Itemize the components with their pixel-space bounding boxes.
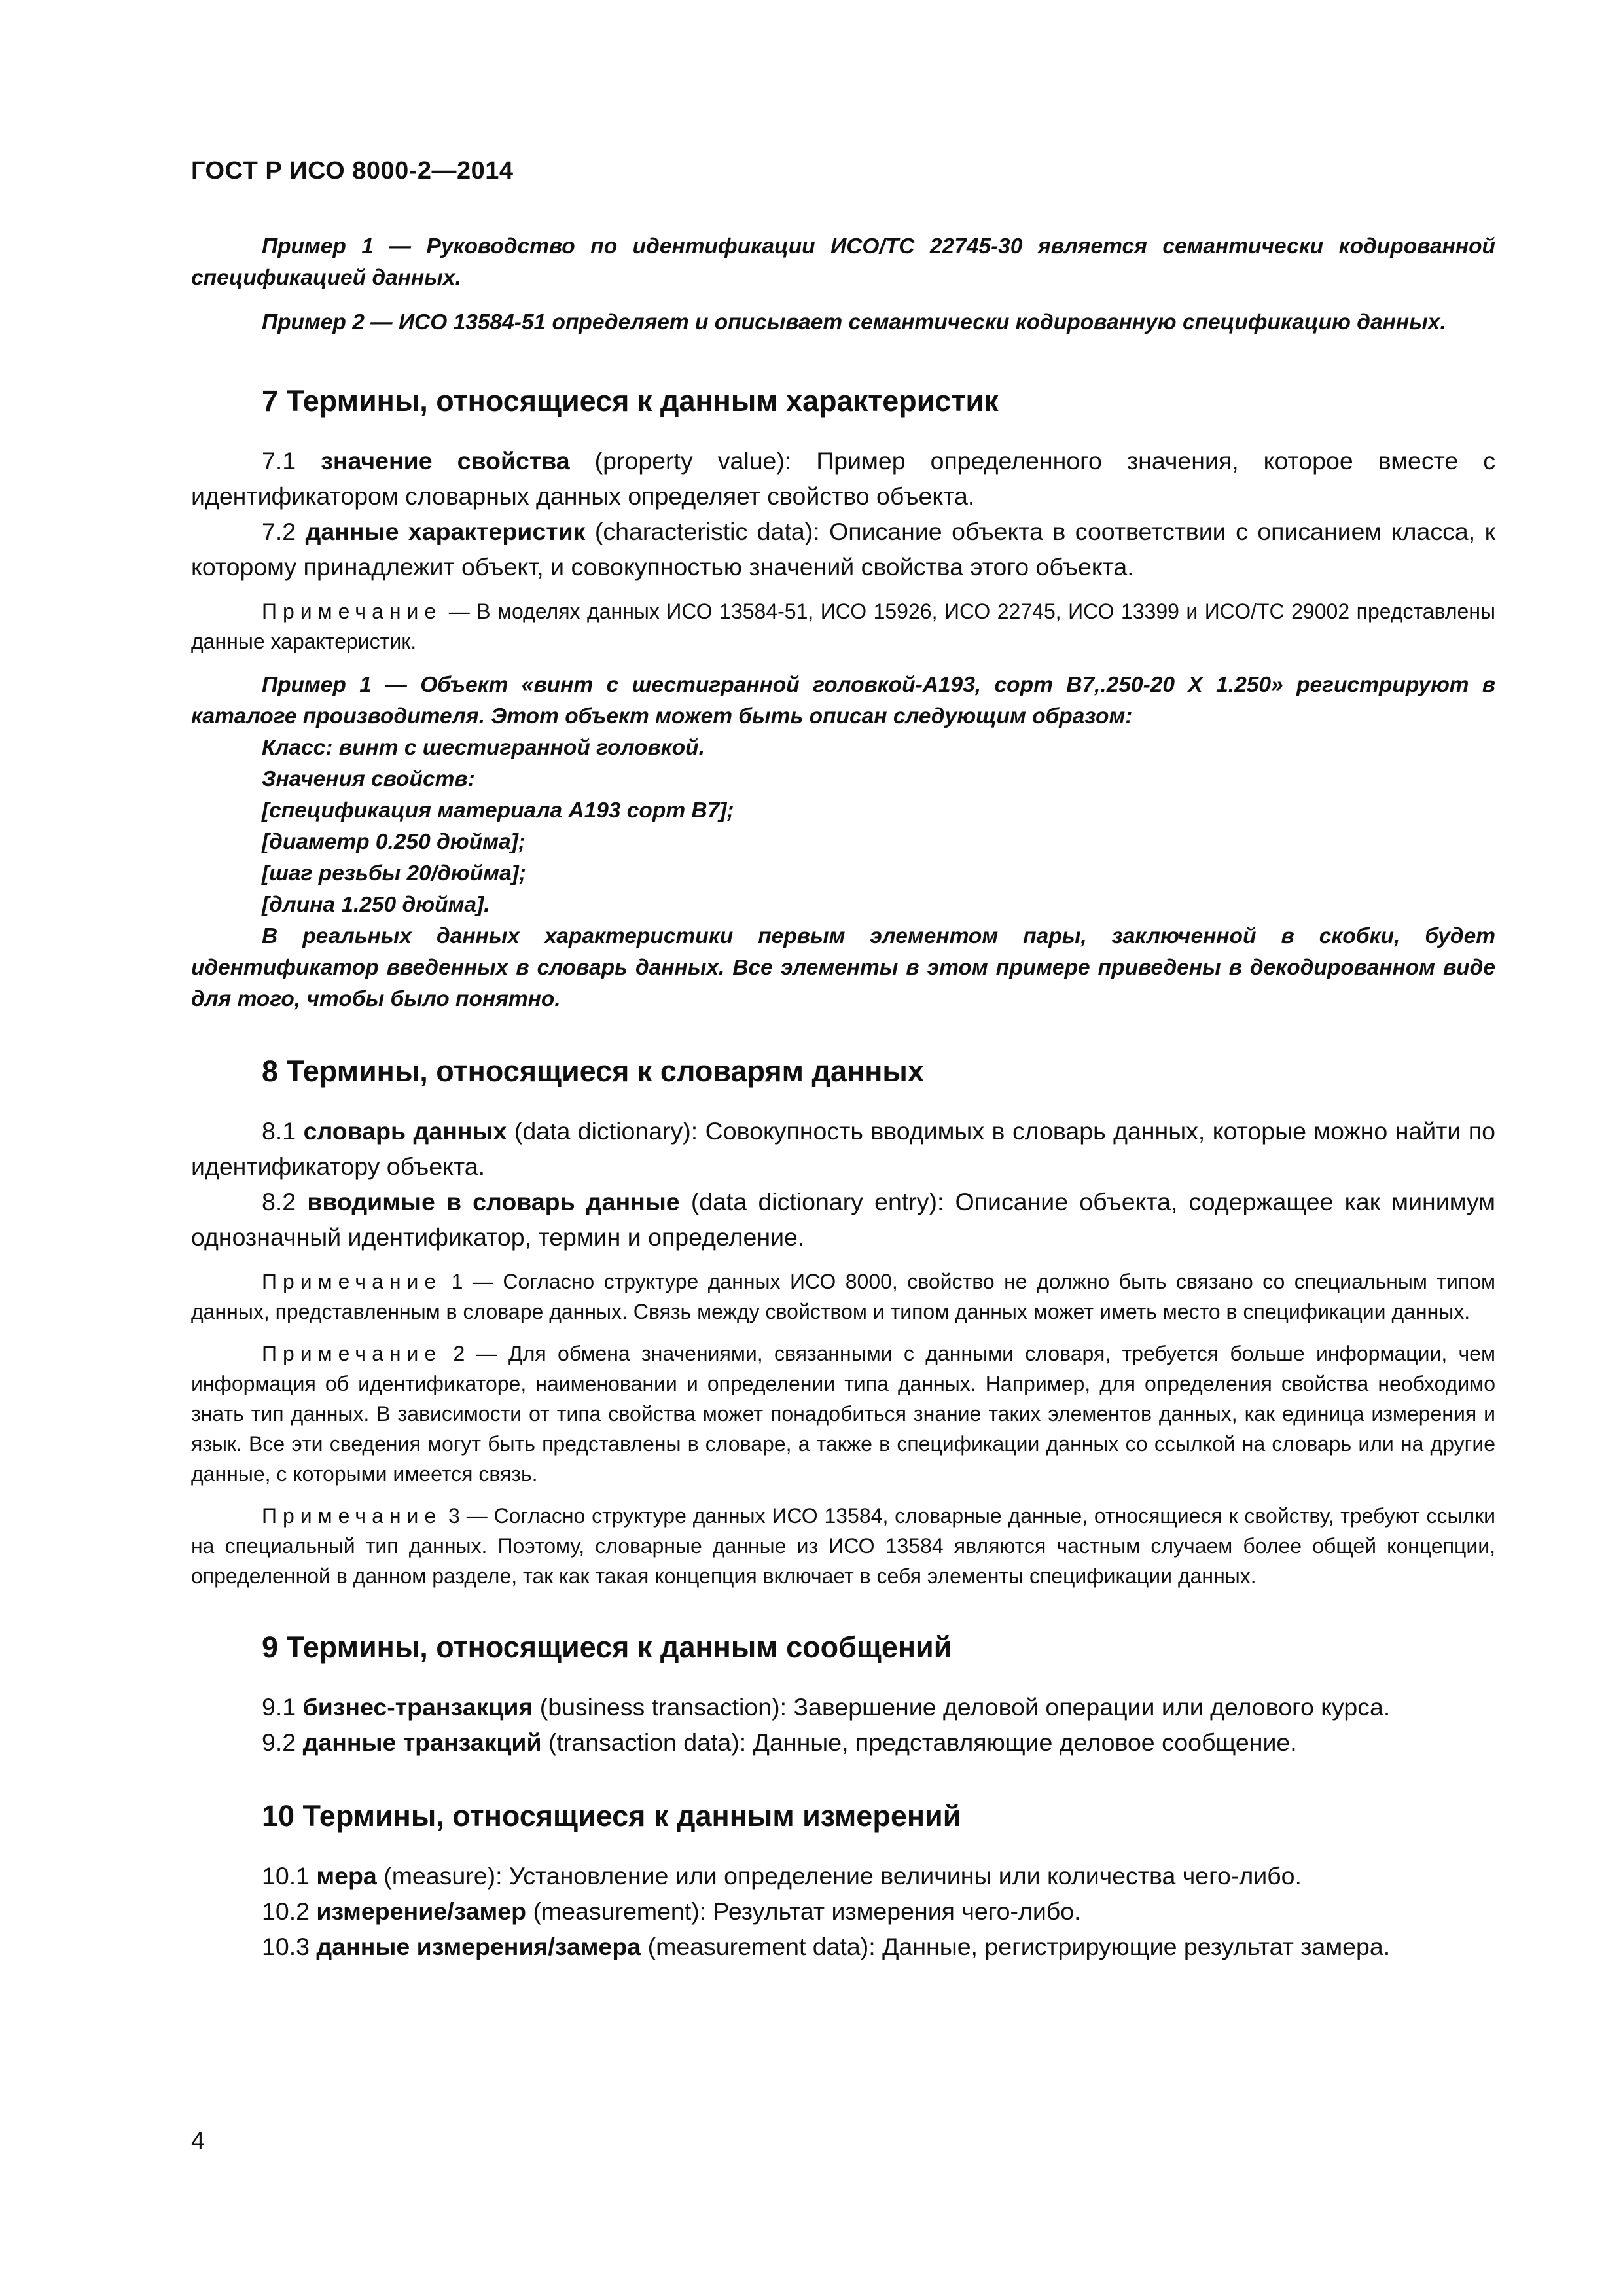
example-7-line: [спецификация материала А193 сорт В7]; — [262, 798, 734, 823]
term-10-3: 10.3 данные измерения/замера (measurement data): Данные, регистрирующие результат замера. — [262, 1933, 1391, 1960]
example-7-intro: Пример 1 — Объект «винт с шестигранной головкой-А193, сорт В7,.250-20 X 1.250» регистрируют в каталоге производителя. Этот объект может быть описан следующим образом: — [191, 673, 1495, 728]
note-7: Примечание — В моделях данных ИСО 13584-51, ИСО 15926, ИСО 22745, ИСО 13399 и ИСО/ТС 29002 представлены данные характеристик. — [191, 600, 1495, 653]
note-8-2: Примечание 2 — Для обмена значениями, связанными с данными словаря, требуется больше информации, чем информация об идентификаторе, наименовании и определении типа данных. Например, для определения свойства необходимо знать тип данных. В зависимости от типа свойства может понадобиться знание таких элементов данных, как единица измерения и язык. Все эти сведения могут быть представлены в словаре, а также в спецификации данных со ссылкой на словарь или на другие данные, с которыми имеется связь. — [191, 1342, 1496, 1486]
term-9-1: 9.1 бизнес-транзакция (business transaction): Завершение деловой операции или делового курса. — [262, 1693, 1391, 1721]
term-10-2: 10.2 измерение/замер (measurement): Результат измерения чего-либо. — [262, 1897, 1081, 1925]
example-7-line: Класс: винт с шестигранной головкой. — [262, 736, 705, 760]
page-number: 4 — [191, 2127, 205, 2154]
example-7-line: [длина 1.250 дюйма]. — [262, 893, 490, 917]
section-7-title: 7 Термины, относящиеся к данным характеристик — [262, 384, 999, 418]
example-7-line: Значения свойств: — [262, 767, 475, 791]
term-8-2: 8.2 вводимые в словарь данные (data dictionary entry): Описание объекта, содержащее как минимум однозначный идентификатор, термин и определение. — [191, 1188, 1496, 1251]
note-8-3: Примечание 3 — Согласно структуре данных ИСО 13584, словарные данные, относящиеся к свойству, требуют ссылки на специальный тип данных. Поэтому, словарные данные из ИСО 13584 являются частным случаем более общей концепции, определенной в данном разделе, так как такая концепция включает в себя элементы спецификации данных. — [191, 1504, 1496, 1588]
note-8-1: Примечание 1 — Согласно структуре данных ИСО 8000, свойство не должно быть связано со специальным типом данных, представленным в словаре данных. Связь между свойством и типом данных может иметь место в спецификации данных. — [191, 1270, 1496, 1323]
section-8-title: 8 Термины, относящиеся к словарям данных — [262, 1054, 924, 1088]
section-9-title: 9 Термины, относящиеся к данным сообщений — [262, 1630, 952, 1664]
document-page — [191, 157, 1495, 1964]
term-9-2: 9.2 данные транзакций (transaction data): Данные, представляющие деловое сообщение. — [262, 1729, 1297, 1756]
example-7-line: [диаметр 0.250 дюйма]; — [262, 830, 526, 854]
term-7-2: 7.2 данные характеристик (characteristic data): Описание объекта в соответствии с описанием класса, к которому принадлежит объект, и совокупностью значений свойства этого объекта. — [191, 518, 1496, 581]
intro-example-1: Пример 1 — Руководство по идентификации ИСО/ТС 22745-30 является семантически кодированной спецификацией данных. — [191, 234, 1495, 290]
document-header: ГОСТ Р ИСО 8000-2—2014 — [191, 157, 514, 185]
term-7-1: 7.1 значение свойства (property value): Пример определенного значения, которое вместе с идентификатором словарных данных определяет свойство объекта. — [191, 447, 1496, 510]
example-7-line: [шаг резьбы 20/дюйма]; — [262, 861, 526, 886]
term-8-1: 8.1 словарь данных (data dictionary): Совокупность вводимых в словарь данных, которые можно найти по идентификатору объекта. — [191, 1117, 1495, 1180]
example-7-outro: В реальных данных характеристики первым элементом пары, заключенной в скобки, будет идентификатор введенных в словарь данных. Все элементы в этом примере приведены в декодированном виде для того, чтобы было понятно. — [191, 924, 1495, 1011]
intro-example-2: Пример 2 — ИСО 13584-51 определяет и описывает семантически кодированную спецификацию данных. — [262, 310, 1446, 334]
section-10-title: 10 Термины, относящиеся к данным измерений — [262, 1799, 961, 1833]
term-10-1: 10.1 мера (measure): Установление или определение величины или количества чего-либо. — [262, 1862, 1302, 1890]
